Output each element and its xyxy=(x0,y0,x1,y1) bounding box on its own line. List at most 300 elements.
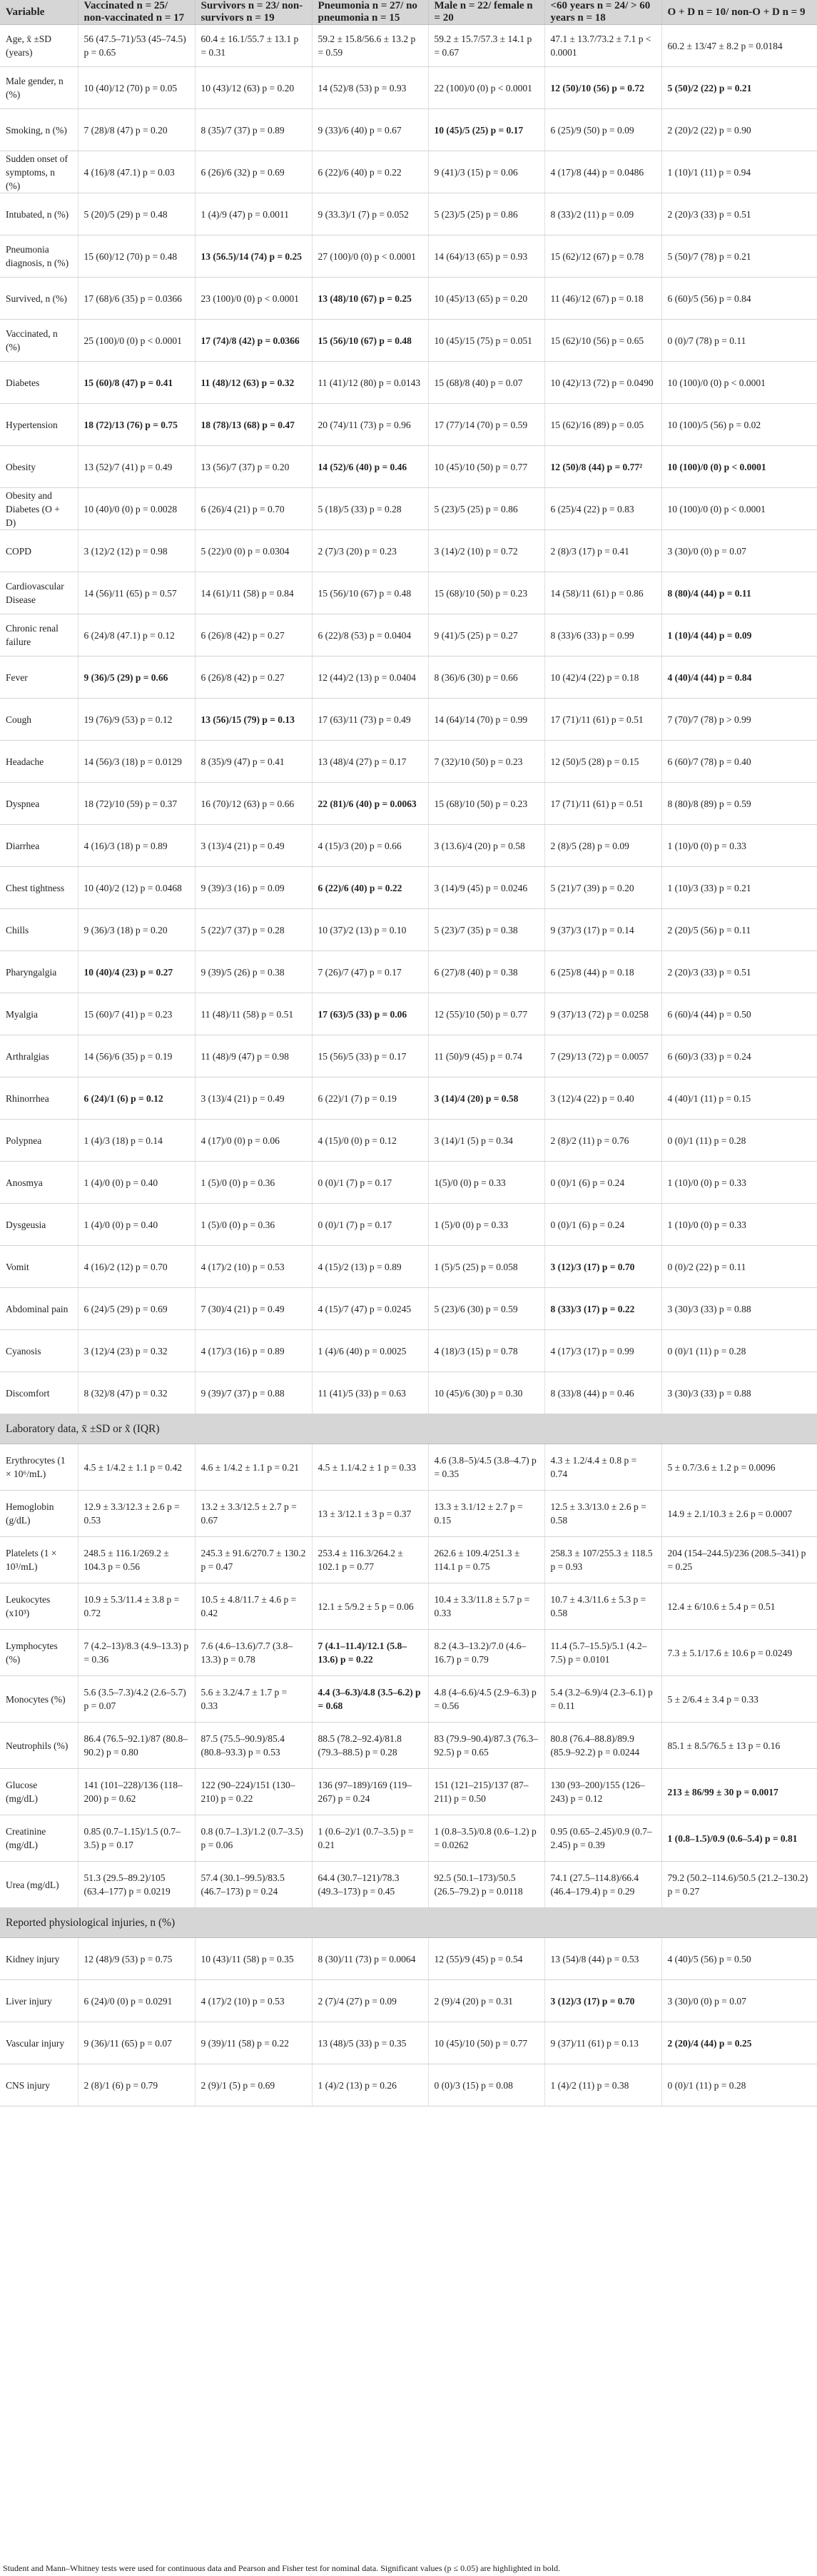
header-cell: Vaccinated n = 25/ non-vaccinated n = 17 xyxy=(78,0,195,25)
value-cell: 15 (56)/10 (67) p = 0.48 xyxy=(312,572,428,614)
value-cell: 5 (23)/7 (35) p = 0.38 xyxy=(428,909,544,951)
value-cell: 10 (45)/13 (65) p = 0.20 xyxy=(428,278,544,320)
value-cell: 11 (48)/12 (63) p = 0.32 xyxy=(195,362,312,404)
variable-cell: Vascular injury xyxy=(0,2022,78,2064)
value-cell: 17 (77)/14 (70) p = 0.59 xyxy=(428,404,544,446)
variable-cell: Headache xyxy=(0,741,78,783)
value-cell: 56 (47.5–71)/53 (45–74.5) p = 0.65 xyxy=(78,25,195,67)
value-cell: 0 (0)/1 (11) p = 0.28 xyxy=(661,2064,817,2106)
variable-cell: Cough xyxy=(0,699,78,741)
table-row xyxy=(0,993,817,1035)
value-cell: 57.4 (30.1–99.5)/83.5 (46.7–173) p = 0.24 xyxy=(195,1862,312,1908)
table-row xyxy=(0,1288,817,1330)
variable-cell: Hemoglobin (g/dL) xyxy=(0,1491,78,1537)
value-cell: 88.5 (78.2–92.4)/81.8 (79.3–88.5) p = 0.28 xyxy=(312,1723,428,1769)
value-cell: 1 (10)/1 (11) p = 0.94 xyxy=(661,151,817,193)
header-cell: <60 years n = 24/ > 60 years n = 18 xyxy=(544,0,661,25)
value-cell: 15 (56)/10 (67) p = 0.48 xyxy=(312,320,428,362)
value-cell: 9 (36)/5 (29) p = 0.66 xyxy=(78,656,195,699)
value-cell: 86.4 (76.5–92.1)/87 (80.8–90.2) p = 0.80 xyxy=(78,1723,195,1769)
variable-cell: Leukocytes (x10³) xyxy=(0,1583,78,1630)
value-cell: 6 (22)/1 (7) p = 0.19 xyxy=(312,1077,428,1120)
value-cell: 10 (45)/15 (75) p = 0.051 xyxy=(428,320,544,362)
header-cell: Variable xyxy=(0,0,78,25)
table-row xyxy=(0,151,817,193)
value-cell: 8 (33)/2 (11) p = 0.09 xyxy=(544,193,661,235)
section-row xyxy=(0,1414,817,1444)
value-cell: 11 (46)/12 (67) p = 0.18 xyxy=(544,278,661,320)
value-cell: 12 (55)/9 (45) p = 0.54 xyxy=(428,1938,544,1980)
value-cell: 3 (14)/2 (10) p = 0.72 xyxy=(428,530,544,572)
value-cell: 12 (55)/10 (50) p = 0.77 xyxy=(428,993,544,1035)
header-cell: Male n = 22/ female n = 20 xyxy=(428,0,544,25)
variable-cell: Survived, n (%) xyxy=(0,278,78,320)
variable-cell: Obesity and Diabetes (O + D) xyxy=(0,488,78,530)
value-cell: 3 (12)/2 (12) p = 0.98 xyxy=(78,530,195,572)
value-cell: 2 (20)/3 (33) p = 0.51 xyxy=(661,193,817,235)
value-cell: 16 (70)/12 (63) p = 0.66 xyxy=(195,783,312,825)
value-cell: 59.2 ± 15.8/56.6 ± 13.2 p = 0.59 xyxy=(312,25,428,67)
value-cell: 2 (7)/3 (20) p = 0.23 xyxy=(312,530,428,572)
value-cell: 13 (54)/8 (44) p = 0.53 xyxy=(544,1938,661,1980)
table-row xyxy=(0,320,817,362)
value-cell: 4.8 (4–6.6)/4.5 (2.9–6.3) p = 0.56 xyxy=(428,1676,544,1723)
value-cell: 11 (41)/12 (80) p = 0.0143 xyxy=(312,362,428,404)
value-cell: 3 (14)/4 (20) p = 0.58 xyxy=(428,1077,544,1120)
value-cell: 13 (48)/4 (27) p = 0.17 xyxy=(312,741,428,783)
value-cell: 8 (80)/8 (89) p = 0.59 xyxy=(661,783,817,825)
value-cell: 5 (23)/5 (25) p = 0.86 xyxy=(428,193,544,235)
value-cell: 20 (74)/11 (73) p = 0.96 xyxy=(312,404,428,446)
value-cell: 4 (17)/0 (0) p = 0.06 xyxy=(195,1120,312,1162)
value-cell: 1 (5)/0 (0) p = 0.36 xyxy=(195,1204,312,1246)
value-cell: 3 (13)/4 (21) p = 0.49 xyxy=(195,825,312,867)
value-cell: 11 (48)/11 (58) p = 0.51 xyxy=(195,993,312,1035)
value-cell: 0 (0)/1 (7) p = 0.17 xyxy=(312,1162,428,1204)
value-cell: 9 (39)/11 (58) p = 0.22 xyxy=(195,2022,312,2064)
value-cell: 4.5 ± 1/4.2 ± 1.1 p = 0.42 xyxy=(78,1444,195,1491)
value-cell: 14 (64)/14 (70) p = 0.99 xyxy=(428,699,544,741)
value-cell: 23 (100)/0 (0) p < 0.0001 xyxy=(195,278,312,320)
value-cell: 3 (30)/3 (33) p = 0.88 xyxy=(661,1372,817,1414)
value-cell: 13 (52)/7 (41) p = 0.49 xyxy=(78,446,195,488)
variable-cell: Discomfort xyxy=(0,1372,78,1414)
value-cell: 8 (33)/6 (33) p = 0.99 xyxy=(544,614,661,656)
value-cell: 51.3 (29.5–89.2)/105 (63.4–177) p = 0.0219 xyxy=(78,1862,195,1908)
value-cell: 14 (56)/3 (18) p = 0.0129 xyxy=(78,741,195,783)
value-cell: 8 (35)/7 (37) p = 0.89 xyxy=(195,109,312,151)
table-row xyxy=(0,1630,817,1676)
value-cell: 6 (26)/6 (32) p = 0.69 xyxy=(195,151,312,193)
value-cell: 14 (56)/11 (65) p = 0.57 xyxy=(78,572,195,614)
variable-cell: Vomit xyxy=(0,1246,78,1288)
variable-cell: Myalgia xyxy=(0,993,78,1035)
table-row xyxy=(0,1162,817,1204)
value-cell: 3 (30)/3 (33) p = 0.88 xyxy=(661,1288,817,1330)
value-cell: 17 (63)/11 (73) p = 0.49 xyxy=(312,699,428,741)
value-cell: 3 (12)/4 (22) p = 0.40 xyxy=(544,1077,661,1120)
value-cell: 13 (56.5)/14 (74) p = 0.25 xyxy=(195,235,312,278)
value-cell: 12 (50)/5 (28) p = 0.15 xyxy=(544,741,661,783)
value-cell: 92.5 (50.1–173)/50.5 (26.5–79.2) p = 0.0118 xyxy=(428,1862,544,1908)
value-cell: 1 (10)/0 (0) p = 0.33 xyxy=(661,1204,817,1246)
value-cell: 3 (12)/3 (17) p = 0.70 xyxy=(544,1980,661,2022)
value-cell: 4 (40)/1 (11) p = 0.15 xyxy=(661,1077,817,1120)
value-cell: 4.4 (3–6.3)/4.8 (3.5–6.2) p = 0.68 xyxy=(312,1676,428,1723)
value-cell: 4 (15)/2 (13) p = 0.89 xyxy=(312,1246,428,1288)
table-row xyxy=(0,1676,817,1723)
table-row xyxy=(0,362,817,404)
value-cell: 9 (39)/5 (26) p = 0.38 xyxy=(195,951,312,993)
value-cell: 11 (48)/9 (47) p = 0.98 xyxy=(195,1035,312,1077)
value-cell: 4.5 ± 1.1/4.2 ± 1 p = 0.33 xyxy=(312,1444,428,1491)
variable-cell: Pharyngalgia xyxy=(0,951,78,993)
table-row xyxy=(0,1120,817,1162)
variable-cell: Liver injury xyxy=(0,1980,78,2022)
value-cell: 12.4 ± 6/10.6 ± 5.4 p = 0.51 xyxy=(661,1583,817,1630)
value-cell: 6 (26)/4 (21) p = 0.70 xyxy=(195,488,312,530)
value-cell: 79.2 (50.2–114.6)/50.5 (21.2–130.2) p = 0.27 xyxy=(661,1862,817,1908)
value-cell: 5 (22)/0 (0) p = 0.0304 xyxy=(195,530,312,572)
value-cell: 258.3 ± 107/255.3 ± 118.5 p = 0.93 xyxy=(544,1537,661,1583)
variable-cell: Diarrhea xyxy=(0,825,78,867)
variable-cell: Arthralgias xyxy=(0,1035,78,1077)
value-cell: 4.6 (3.8–5)/4.5 (3.8–4.7) p = 0.35 xyxy=(428,1444,544,1491)
value-cell: 1(5)/0 (0) p = 0.33 xyxy=(428,1162,544,1204)
variable-cell: Diabetes xyxy=(0,362,78,404)
table-row xyxy=(0,1862,817,1908)
variable-cell: Fever xyxy=(0,656,78,699)
value-cell: 87.5 (75.5–90.9)/85.4 (80.8–93.3) p = 0.53 xyxy=(195,1723,312,1769)
value-cell: 10 (43)/11 (58) p = 0.35 xyxy=(195,1938,312,1980)
value-cell: 15 (56)/5 (33) p = 0.17 xyxy=(312,1035,428,1077)
value-cell: 10.7 ± 4.3/11.6 ± 5.3 p = 0.58 xyxy=(544,1583,661,1630)
value-cell: 47.1 ± 13.7/73.2 ± 7.1 p < 0.0001 xyxy=(544,25,661,67)
value-cell: 64.4 (30.7–121)/78.3 (49.3–173) p = 0.45 xyxy=(312,1862,428,1908)
value-cell: 59.2 ± 15.7/57.3 ± 14.1 p = 0.67 xyxy=(428,25,544,67)
value-cell: 6 (60)/5 (56) p = 0.84 xyxy=(661,278,817,320)
value-cell: 13 (48)/5 (33) p = 0.35 xyxy=(312,2022,428,2064)
table-row xyxy=(0,1769,817,1815)
value-cell: 17 (71)/11 (61) p = 0.51 xyxy=(544,699,661,741)
value-cell: 9 (37)/3 (17) p = 0.14 xyxy=(544,909,661,951)
value-cell: 14.9 ± 2.1/10.3 ± 2.6 p = 0.0007 xyxy=(661,1491,817,1537)
value-cell: 12 (50)/10 (56) p = 0.72 xyxy=(544,67,661,109)
value-cell: 7 (70)/7 (78) p > 0.99 xyxy=(661,699,817,741)
value-cell: 4 (17)/8 (44) p = 0.0486 xyxy=(544,151,661,193)
value-cell: 80.8 (76.4–88.8)/89.9 (85.9–92.2) p = 0.0244 xyxy=(544,1723,661,1769)
value-cell: 13 ± 3/12.1 ± 3 p = 0.37 xyxy=(312,1491,428,1537)
value-cell: 6 (24)/5 (29) p = 0.69 xyxy=(78,1288,195,1330)
value-cell: 10 (45)/5 (25) p = 0.17 xyxy=(428,109,544,151)
value-cell: 10 (37)/2 (13) p = 0.10 xyxy=(312,909,428,951)
value-cell: 15 (60)/8 (47) p = 0.41 xyxy=(78,362,195,404)
value-cell: 9 (39)/3 (16) p = 0.09 xyxy=(195,867,312,909)
variable-cell: Glucose (mg/dL) xyxy=(0,1769,78,1815)
value-cell: 2 (9)/4 (20) p = 0.31 xyxy=(428,1980,544,2022)
value-cell: 8 (36)/6 (30) p = 0.66 xyxy=(428,656,544,699)
footnote: Student and Mann–Whitney tests were used for continuous data and Pearson and Fisher test for nominal data. Significant values (p ≤ 0.05) are highlighted in bold. xyxy=(3,2563,561,2573)
value-cell: 0 (0)/1 (6) p = 0.24 xyxy=(544,1204,661,1246)
value-cell: 15 (68)/10 (50) p = 0.23 xyxy=(428,572,544,614)
header-cell: O + D n = 10/ non-O + D n = 9 xyxy=(661,0,817,25)
variable-cell: Cyanosis xyxy=(0,1330,78,1372)
value-cell: 1 (10)/4 (44) p = 0.09 xyxy=(661,614,817,656)
value-cell: 17 (68)/6 (35) p = 0.0366 xyxy=(78,278,195,320)
value-cell: 15 (68)/8 (40) p = 0.07 xyxy=(428,362,544,404)
value-cell: 0 (0)/7 (78) p = 0.11 xyxy=(661,320,817,362)
table-row xyxy=(0,1246,817,1288)
variable-cell: Rhinorrhea xyxy=(0,1077,78,1120)
table-row xyxy=(0,25,817,67)
value-cell: 2 (8)/3 (17) p = 0.41 xyxy=(544,530,661,572)
value-cell: 17 (74)/8 (42) p = 0.0366 xyxy=(195,320,312,362)
variable-cell: Polypnea xyxy=(0,1120,78,1162)
value-cell: 10.4 ± 3.3/11.8 ± 5.7 p = 0.33 xyxy=(428,1583,544,1630)
table-row xyxy=(0,867,817,909)
variable-cell: Chest tightness xyxy=(0,867,78,909)
value-cell: 262.6 ± 109.4/251.3 ± 114.1 p = 0.75 xyxy=(428,1537,544,1583)
value-cell: 5 (50)/2 (22) p = 0.21 xyxy=(661,67,817,109)
value-cell: 1 (0.8–3.5)/0.8 (0.6–1.2) p = 0.0262 xyxy=(428,1815,544,1862)
value-cell: 9 (33)/6 (40) p = 0.67 xyxy=(312,109,428,151)
value-cell: 2 (8)/2 (11) p = 0.76 xyxy=(544,1120,661,1162)
value-cell: 7 (4.2–13)/8.3 (4.9–13.3) p = 0.36 xyxy=(78,1630,195,1676)
value-cell: 25 (100)/0 (0) p < 0.0001 xyxy=(78,320,195,362)
value-cell: 15 (62)/12 (67) p = 0.78 xyxy=(544,235,661,278)
value-cell: 14 (58)/11 (61) p = 0.86 xyxy=(544,572,661,614)
table-row xyxy=(0,656,817,699)
value-cell: 3 (13.6)/4 (20) p = 0.58 xyxy=(428,825,544,867)
variable-cell: Dyspnea xyxy=(0,783,78,825)
value-cell: 4 (17)/3 (16) p = 0.89 xyxy=(195,1330,312,1372)
value-cell: 253.4 ± 116.3/264.2 ± 102.1 p = 0.77 xyxy=(312,1537,428,1583)
variable-cell: Male gender, n (%) xyxy=(0,67,78,109)
table-row xyxy=(0,951,817,993)
variable-cell: Pneumonia diagnosis, n (%) xyxy=(0,235,78,278)
variable-cell: Erythrocytes (1 × 10⁶/mL) xyxy=(0,1444,78,1491)
section-title: Reported physiological injuries, n (%) xyxy=(0,1908,817,1938)
value-cell: 213 ± 86/99 ± 30 p = 0.0017 xyxy=(661,1769,817,1815)
value-cell: 7 (29)/13 (72) p = 0.0057 xyxy=(544,1035,661,1077)
section-row xyxy=(0,1908,817,1938)
table-row xyxy=(0,1583,817,1630)
table-row xyxy=(0,530,817,572)
header-cell: Survivors n = 23/ non-survivors n = 19 xyxy=(195,0,312,25)
value-cell: 15 (68)/10 (50) p = 0.23 xyxy=(428,783,544,825)
value-cell: 0 (0)/1 (6) p = 0.24 xyxy=(544,1162,661,1204)
value-cell: 3 (12)/3 (17) p = 0.70 xyxy=(544,1246,661,1288)
value-cell: 13.3 ± 3.1/12 ± 2.7 p = 0.15 xyxy=(428,1491,544,1537)
value-cell: 5 (22)/7 (37) p = 0.28 xyxy=(195,909,312,951)
value-cell: 4 (17)/3 (17) p = 0.99 xyxy=(544,1330,661,1372)
table-row xyxy=(0,1330,817,1372)
value-cell: 151 (121–215)/137 (87–211) p = 0.50 xyxy=(428,1769,544,1815)
value-cell: 3 (13)/4 (21) p = 0.49 xyxy=(195,1077,312,1120)
table-row xyxy=(0,67,817,109)
value-cell: 12 (44)/2 (13) p = 0.0404 xyxy=(312,656,428,699)
value-cell: 7 (4.1–11.4)/12.1 (5.8–13.6) p = 0.22 xyxy=(312,1630,428,1676)
table-row xyxy=(0,278,817,320)
variable-cell: Platelets (1 × 10³/mL) xyxy=(0,1537,78,1583)
value-cell: 5.4 (3.2–6.9)/4 (2.3–6.1) p = 0.11 xyxy=(544,1676,661,1723)
value-cell: 0 (0)/2 (22) p = 0.11 xyxy=(661,1246,817,1288)
value-cell: 0 (0)/1 (7) p = 0.17 xyxy=(312,1204,428,1246)
variable-cell: Anosmya xyxy=(0,1162,78,1204)
value-cell: 6 (27)/8 (40) p = 0.38 xyxy=(428,951,544,993)
value-cell: 8 (32)/8 (47) p = 0.32 xyxy=(78,1372,195,1414)
value-cell: 0.8 (0.7–1.3)/1.2 (0.7–3.5) p = 0.06 xyxy=(195,1815,312,1862)
value-cell: 8 (80)/4 (44) p = 0.11 xyxy=(661,572,817,614)
value-cell: 10 (40)/12 (70) p = 0.05 xyxy=(78,67,195,109)
variable-cell: COPD xyxy=(0,530,78,572)
variable-cell: Hypertension xyxy=(0,404,78,446)
value-cell: 9 (36)/3 (18) p = 0.20 xyxy=(78,909,195,951)
value-cell: 2 (9)/1 (5) p = 0.69 xyxy=(195,2064,312,2106)
value-cell: 3 (12)/4 (23) p = 0.32 xyxy=(78,1330,195,1372)
value-cell: 4 (15)/3 (20) p = 0.66 xyxy=(312,825,428,867)
value-cell: 5 ± 0.7/3.6 ± 1.2 p = 0.0096 xyxy=(661,1444,817,1491)
value-cell: 9 (37)/13 (72) p = 0.0258 xyxy=(544,993,661,1035)
variable-cell: Neutrophils (%) xyxy=(0,1723,78,1769)
table-row xyxy=(0,2064,817,2106)
variable-cell: Cardiovascular Disease xyxy=(0,572,78,614)
table-row xyxy=(0,235,817,278)
value-cell: 9 (39)/7 (37) p = 0.88 xyxy=(195,1372,312,1414)
variable-cell: Kidney injury xyxy=(0,1938,78,1980)
table-row xyxy=(0,699,817,741)
value-cell: 9 (41)/5 (25) p = 0.27 xyxy=(428,614,544,656)
table-row xyxy=(0,1035,817,1077)
header-cell: Pneumonia n = 27/ no pneumonia n = 15 xyxy=(312,0,428,25)
table-row xyxy=(0,825,817,867)
variable-cell: Age, x̄ ±SD (years) xyxy=(0,25,78,67)
table-row xyxy=(0,2022,817,2064)
table-row xyxy=(0,1980,817,2022)
value-cell: 10 (45)/6 (30) p = 0.30 xyxy=(428,1372,544,1414)
value-cell: 10 (42)/13 (72) p = 0.0490 xyxy=(544,362,661,404)
value-cell: 12 (48)/9 (53) p = 0.75 xyxy=(78,1938,195,1980)
value-cell: 6 (26)/8 (42) p = 0.27 xyxy=(195,614,312,656)
value-cell: 8.2 (4.3–13.2)/7.0 (4.6–16.7) p = 0.79 xyxy=(428,1630,544,1676)
value-cell: 19 (76)/9 (53) p = 0.12 xyxy=(78,699,195,741)
variable-cell: Obesity xyxy=(0,446,78,488)
value-cell: 4 (15)/7 (47) p = 0.0245 xyxy=(312,1288,428,1330)
table-row xyxy=(0,446,817,488)
value-cell: 4.3 ± 1.2/4.4 ± 0.8 p = 0.74 xyxy=(544,1444,661,1491)
value-cell: 5 (20)/5 (29) p = 0.48 xyxy=(78,193,195,235)
value-cell: 15 (60)/12 (70) p = 0.48 xyxy=(78,235,195,278)
value-cell: 17 (71)/11 (61) p = 0.51 xyxy=(544,783,661,825)
value-cell: 1 (5)/5 (25) p = 0.058 xyxy=(428,1246,544,1288)
value-cell: 5 (18)/5 (33) p = 0.28 xyxy=(312,488,428,530)
value-cell: 10.5 ± 4.8/11.7 ± 4.6 p = 0.42 xyxy=(195,1583,312,1630)
table-row xyxy=(0,572,817,614)
value-cell: 4 (16)/8 (47.1) p = 0.03 xyxy=(78,151,195,193)
value-cell: 1 (0.6–2)/1 (0.7–3.5) p = 0.21 xyxy=(312,1815,428,1862)
value-cell: 1 (5)/0 (0) p = 0.36 xyxy=(195,1162,312,1204)
table-row xyxy=(0,488,817,530)
variable-cell: Chills xyxy=(0,909,78,951)
value-cell: 13 (56)/15 (79) p = 0.13 xyxy=(195,699,312,741)
variable-cell: Monocytes (%) xyxy=(0,1676,78,1723)
table-row xyxy=(0,1723,817,1769)
table-row xyxy=(0,1815,817,1862)
value-cell: 11.4 (5.7–15.5)/5.1 (4.2–7.5) p = 0.0101 xyxy=(544,1630,661,1676)
value-cell: 4 (15)/0 (0) p = 0.12 xyxy=(312,1120,428,1162)
value-cell: 18 (72)/10 (59) p = 0.37 xyxy=(78,783,195,825)
value-cell: 4 (40)/4 (44) p = 0.84 xyxy=(661,656,817,699)
value-cell: 22 (81)/6 (40) p = 0.0063 xyxy=(312,783,428,825)
table-row xyxy=(0,109,817,151)
value-cell: 5 (23)/6 (30) p = 0.59 xyxy=(428,1288,544,1330)
value-cell: 6 (24)/1 (6) p = 0.12 xyxy=(78,1077,195,1120)
value-cell: 12.1 ± 5/9.2 ± 5 p = 0.06 xyxy=(312,1583,428,1630)
value-cell: 15 (62)/10 (56) p = 0.65 xyxy=(544,320,661,362)
section-title: Laboratory data, x̄ ±SD or x̃ (IQR) xyxy=(0,1414,817,1444)
value-cell: 60.2 ± 13/47 ± 8.2 p = 0.0184 xyxy=(661,25,817,67)
value-cell: 6 (22)/6 (40) p = 0.22 xyxy=(312,151,428,193)
value-cell: 7.3 ± 5.1/17.6 ± 10.6 p = 0.0249 xyxy=(661,1630,817,1676)
value-cell: 12.5 ± 3.3/13.0 ± 2.6 p = 0.58 xyxy=(544,1491,661,1537)
value-cell: 10 (40)/0 (0) p = 0.0028 xyxy=(78,488,195,530)
table-row xyxy=(0,1372,817,1414)
value-cell: 12.9 ± 3.3/12.3 ± 2.6 p = 0.53 xyxy=(78,1491,195,1537)
value-cell: 10 (42)/4 (22) p = 0.18 xyxy=(544,656,661,699)
variable-cell: Dysgeusia xyxy=(0,1204,78,1246)
variable-cell: Creatinine (mg/dL) xyxy=(0,1815,78,1862)
value-cell: 0.95 (0.65–2.45)/0.9 (0.7–2.45) p = 0.39 xyxy=(544,1815,661,1862)
value-cell: 2 (20)/5 (56) p = 0.11 xyxy=(661,909,817,951)
value-cell: 1 (10)/3 (33) p = 0.21 xyxy=(661,867,817,909)
table-row xyxy=(0,783,817,825)
value-cell: 2 (8)/1 (6) p = 0.79 xyxy=(78,2064,195,2106)
value-cell: 0.85 (0.7–1.15)/1.5 (0.7–3.5) p = 0.17 xyxy=(78,1815,195,1862)
value-cell: 27 (100)/0 (0) p < 0.0001 xyxy=(312,235,428,278)
value-cell: 12 (50)/8 (44) p = 0.77² xyxy=(544,446,661,488)
value-cell: 60.4 ± 16.1/55.7 ± 13.1 p = 0.31 xyxy=(195,25,312,67)
table-row xyxy=(0,193,817,235)
value-cell: 13 (56)/7 (37) p = 0.20 xyxy=(195,446,312,488)
value-cell: 5 (50)/7 (78) p = 0.21 xyxy=(661,235,817,278)
value-cell: 8 (33)/3 (17) p = 0.22 xyxy=(544,1288,661,1330)
value-cell: 5 ± 2/6.4 ± 3.4 p = 0.33 xyxy=(661,1676,817,1723)
value-cell: 10 (100)/5 (56) p = 0.02 xyxy=(661,404,817,446)
table-row xyxy=(0,614,817,656)
value-cell: 74.1 (27.5–114.8)/66.4 (46.4–179.4) p = 0.29 xyxy=(544,1862,661,1908)
value-cell: 10 (40)/4 (23) p = 0.27 xyxy=(78,951,195,993)
value-cell: 204 (154–244.5)/236 (208.5–341) p = 0.25 xyxy=(661,1537,817,1583)
value-cell: 10 (45)/10 (50) p = 0.77 xyxy=(428,2022,544,2064)
value-cell: 17 (63)/5 (33) p = 0.06 xyxy=(312,993,428,1035)
variable-cell: CNS injury xyxy=(0,2064,78,2106)
value-cell: 3 (14)/1 (5) p = 0.34 xyxy=(428,1120,544,1162)
variable-cell: Abdominal pain xyxy=(0,1288,78,1330)
value-cell: 85.1 ± 8.5/76.5 ± 13 p = 0.16 xyxy=(661,1723,817,1769)
value-cell: 2 (20)/4 (44) p = 0.25 xyxy=(661,2022,817,2064)
value-cell: 22 (100)/0 (0) p < 0.0001 xyxy=(428,67,544,109)
value-cell: 2 (8)/5 (28) p = 0.09 xyxy=(544,825,661,867)
value-cell: 18 (78)/13 (68) p = 0.47 xyxy=(195,404,312,446)
value-cell: 4.6 ± 1/4.2 ± 1.1 p = 0.21 xyxy=(195,1444,312,1491)
value-cell: 4 (17)/2 (10) p = 0.53 xyxy=(195,1246,312,1288)
value-cell: 1 (4)/2 (13) p = 0.26 xyxy=(312,2064,428,2106)
value-cell: 6 (24)/8 (47.1) p = 0.12 xyxy=(78,614,195,656)
value-cell: 6 (22)/6 (40) p = 0.22 xyxy=(312,867,428,909)
table-body xyxy=(0,25,817,2106)
value-cell: 6 (60)/3 (33) p = 0.24 xyxy=(661,1035,817,1077)
value-cell: 7 (26)/7 (47) p = 0.17 xyxy=(312,951,428,993)
